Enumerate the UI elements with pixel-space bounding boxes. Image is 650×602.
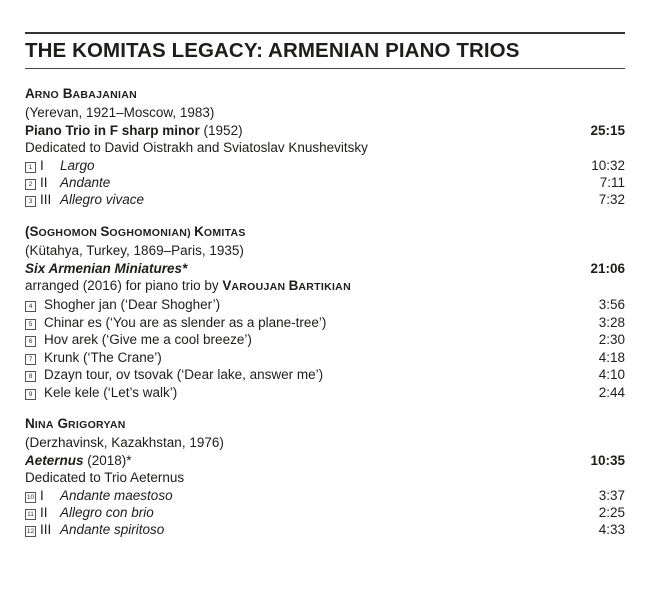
section-grigoryan (25, 415, 625, 539)
track-time: 4:33 (598, 522, 625, 538)
movement-number: II (40, 175, 48, 191)
track-title: Kele kele (‘Let’s walk’) (44, 384, 178, 400)
track-title: Allegro con brio (60, 504, 154, 520)
track-row (25, 487, 625, 504)
track-number: 7 (25, 354, 36, 365)
top-rule (25, 32, 625, 34)
track-number: 2 (25, 179, 36, 190)
section-komitas (25, 223, 625, 401)
movement-number: II (40, 504, 48, 520)
track-title: Hov arek (‘Give me a cool breeze’) (44, 332, 252, 348)
track-number: 8 (25, 371, 36, 382)
track-title: Andante spiritoso (60, 522, 165, 538)
work-total-time: 25:15 (590, 122, 625, 138)
composer-dates: (Yerevan, 1921–Moscow, 1983) (25, 105, 215, 121)
track-title: Largo (60, 157, 95, 173)
track-row (25, 296, 625, 313)
composer-name: (SOGHOMON SOGHOMONIAN) KOMITAS (25, 223, 246, 239)
track-row (25, 349, 625, 366)
track-time: 4:10 (598, 367, 625, 383)
track-number: 5 (25, 319, 36, 330)
composer-name: NINA GRIGORYAN (25, 415, 126, 431)
composer-dates: (Derzhavinsk, Kazakhstan, 1976) (25, 435, 224, 451)
movement-number: III (40, 192, 52, 208)
section-babajanian (25, 85, 625, 209)
dedication: Dedicated to David Oistrakh and Sviatoslav Knushevitsky (25, 140, 368, 156)
track-number: 4 (25, 301, 36, 312)
work-total-time: 10:35 (590, 452, 625, 468)
track-row (25, 174, 625, 191)
track-number: 1 (25, 162, 36, 173)
movement-number: I (40, 157, 44, 173)
track-time: 2:30 (598, 332, 625, 348)
composer-dates: (Kütahya, Turkey, 1869–Paris, 1935) (25, 243, 244, 259)
track-time: 3:56 (598, 297, 625, 313)
track-row (25, 191, 625, 208)
track-row (25, 504, 625, 521)
track-row (25, 366, 625, 383)
track-time: 3:28 (598, 314, 625, 330)
movement-number: III (40, 522, 52, 538)
work-year: (1952) (203, 122, 243, 138)
track-row (25, 521, 625, 538)
track-row (25, 384, 625, 401)
album-title: THE KOMITAS LEGACY: ARMENIAN PIANO TRIOS (25, 39, 520, 62)
track-row (25, 331, 625, 348)
track-number: 9 (25, 389, 36, 400)
track-time: 2:25 (598, 504, 625, 520)
track-title: Shogher jan (‘Dear Shogher’) (44, 297, 221, 313)
track-row (25, 157, 625, 174)
movement-number: I (40, 487, 44, 503)
track-number: 6 (25, 336, 36, 347)
tracklist-page (25, 32, 625, 553)
title-rule (25, 68, 625, 69)
track-time: 4:18 (598, 349, 625, 365)
track-title: Krunk (‘The Crane’) (44, 349, 162, 365)
track-row (25, 314, 625, 331)
track-title: Andante maestoso (60, 487, 173, 503)
work-total-time: 21:06 (590, 260, 625, 276)
work-title: Piano Trio in F sharp minor (25, 122, 200, 138)
arrangement-credit: arranged (2016) for piano trio by VAROUJAN BARTIKIAN (25, 278, 351, 294)
track-number: 12 (26, 528, 35, 536)
dedication: Dedicated to Trio Aeternus (25, 470, 185, 486)
track-title: Chinar es (‘You are as slender as a plane-tree’) (44, 314, 327, 330)
track-time: 3:37 (598, 487, 625, 503)
work-year: (2018)* (87, 452, 132, 468)
track-time: 7:11 (599, 175, 625, 191)
track-time: 7:32 (598, 192, 625, 208)
track-time: 10:32 (591, 157, 625, 173)
composer-name: ARNO BABAJANIAN (25, 86, 138, 101)
track-title: Allegro vivace (60, 192, 145, 208)
work-header (25, 452, 625, 469)
work-header (25, 260, 625, 277)
work-title: Six Armenian Miniatures* (25, 260, 188, 276)
track-number: 11 (25, 509, 36, 520)
track-title: Andante (60, 175, 111, 191)
track-number: 10 (26, 493, 35, 501)
work-title: Aeternus (25, 452, 84, 468)
work-header (25, 122, 625, 139)
track-title: Dzayn tour, ov tsovak (‘Dear lake, answer me’) (44, 367, 324, 383)
track-time: 2:44 (598, 384, 625, 400)
track-number: 3 (25, 196, 36, 207)
